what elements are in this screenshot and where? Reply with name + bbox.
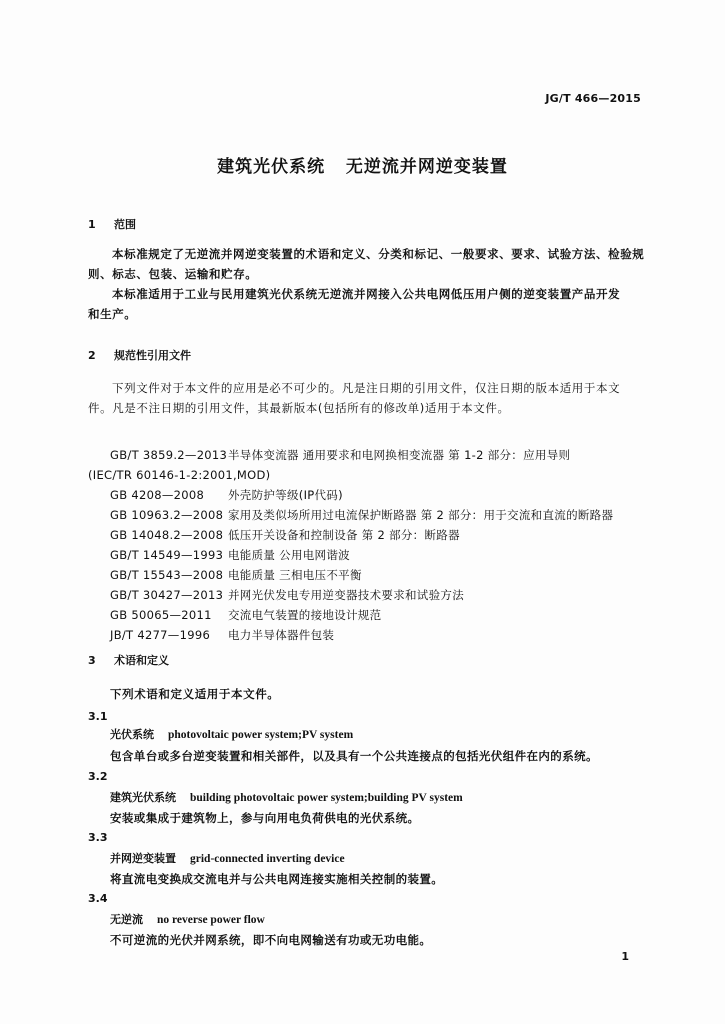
section-heading-scope xyxy=(88,216,136,232)
term-number: 3.4 xyxy=(88,892,108,905)
scope-text: 本标准适用于工业与民用建筑光伏系统无逆流并网接入公共电网低压用户侧的逆变装置产品开发 xyxy=(112,287,621,301)
reference-code: GB 50065—2011 xyxy=(110,608,212,622)
term-number: 3.2 xyxy=(88,770,108,783)
terms-intro: 下列术语和定义适用于本文件。 xyxy=(110,687,280,701)
section-number: 2 xyxy=(88,349,96,362)
term-name-zh: 光伏系统 xyxy=(110,728,154,741)
section-title: 规范性引用文件 xyxy=(114,349,191,362)
term-name-zh: 并网逆变装置 xyxy=(110,852,176,865)
reference-item xyxy=(110,445,660,465)
reference-item xyxy=(110,625,660,645)
references-intro-text: 下列文件对于本文件的应用是必不可少的。凡是注日期的引用文件，仅注日期的版本适用于本文 xyxy=(112,381,621,395)
reference-item xyxy=(110,585,660,605)
scope-text: 本标准规定了无逆流并网逆变装置的术语和定义、分类和标记、一般要求、要求、试验方法、检验规 xyxy=(112,247,645,261)
scope-paragraph-1 xyxy=(88,244,648,284)
reference-code: GB 4208—2008 xyxy=(110,488,205,502)
reference-code: GB/T 30427—2013 xyxy=(110,588,224,602)
scope-text: 则、标志、包装、运输和贮存。 xyxy=(88,267,258,281)
document-title: 建筑光伏系统 无逆流并网逆变装置 xyxy=(217,157,508,177)
reference-title: 并网光伏发电专用逆变器技术要求和试验方法 xyxy=(228,588,464,602)
reference-item xyxy=(110,485,660,505)
reference-item xyxy=(110,525,660,545)
reference-code: JB/T 4277—1996 xyxy=(110,628,211,642)
reference-title: 低压开关设备和控制设备 第 2 部分：断路器 xyxy=(228,528,460,542)
reference-code: GB/T 3859.2—2013 xyxy=(110,448,228,462)
term-definition: 安装或集成于建筑物上，参与向用电负荷供电的光伏系统。 xyxy=(110,811,420,825)
term-name-en: photovoltaic power system;PV system xyxy=(168,729,354,741)
term-definition: 将直流电变换成交流电并与公共电网连接实施相关控制的装置。 xyxy=(110,872,444,886)
reference-title: 电力半导体器件包装 xyxy=(228,628,335,642)
standard-code: JG/T 466—2015 xyxy=(545,92,641,105)
reference-title: 半导体变流器 通用要求和电网换相变流器 第 1-2 部分：应用导则 xyxy=(228,448,571,462)
term-name xyxy=(110,850,345,866)
reference-item xyxy=(110,545,660,565)
reference-title: (IEC/TR 60146-1-2:2001,MOD) xyxy=(88,468,271,482)
reference-code: GB 10963.2—2008 xyxy=(110,508,224,522)
reference-item xyxy=(110,565,660,585)
section-title: 术语和定义 xyxy=(114,654,169,667)
term-name xyxy=(110,789,463,805)
reference-item xyxy=(110,505,660,525)
reference-title: 外壳防护等级(IP代码) xyxy=(228,488,343,502)
term-number: 3.3 xyxy=(88,831,108,844)
section-number: 3 xyxy=(88,654,96,667)
term-name xyxy=(110,911,265,927)
term-name-en: no reverse power flow xyxy=(157,914,265,926)
section-number: 1 xyxy=(88,218,96,231)
term-name-zh: 无逆流 xyxy=(110,913,143,926)
section-heading-normative-references xyxy=(88,347,191,363)
term-name xyxy=(110,726,353,742)
section-title: 范围 xyxy=(114,218,136,231)
term-name-en: grid-connected inverting device xyxy=(190,853,345,865)
reference-item xyxy=(110,605,660,625)
term-name-zh: 建筑光伏系统 xyxy=(110,791,176,804)
term-definition: 包含单台或多台逆变装置和相关部件，以及具有一个公共连接点的包括光伏组件在内的系统。 xyxy=(110,749,598,763)
references-intro xyxy=(88,378,648,418)
reference-title: 家用及类似场所用过电流保护断路器 第 2 部分：用于交流和直流的断路器 xyxy=(228,508,614,522)
scope-paragraph-2 xyxy=(88,284,648,324)
reference-code: GB/T 15543—2008 xyxy=(110,568,224,582)
scope-text: 和生产。 xyxy=(88,307,137,321)
reference-code: GB 14048.2—2008 xyxy=(110,528,224,542)
reference-code: GB/T 14549—1993 xyxy=(110,548,224,562)
references-intro-text: 件。凡是不注日期的引用文件，其最新版本(包括所有的修改单)适用于本文件。 xyxy=(88,401,510,415)
reference-title: 电能质量 三相电压不平衡 xyxy=(228,568,362,582)
term-number: 3.1 xyxy=(88,710,108,723)
section-heading-terms xyxy=(88,652,169,668)
term-name-en: building photovoltaic power system;building PV system xyxy=(190,792,463,804)
reference-list xyxy=(88,445,660,645)
page-number: 1 xyxy=(621,950,629,963)
term-definition: 不可逆流的光伏并网系统，即不向电网输送有功或无功电能。 xyxy=(110,933,432,947)
reference-title: 交流电气装置的接地设计规范 xyxy=(228,608,382,622)
reference-item-continuation xyxy=(88,465,660,485)
reference-title: 电能质量 公用电网谐波 xyxy=(228,548,350,562)
